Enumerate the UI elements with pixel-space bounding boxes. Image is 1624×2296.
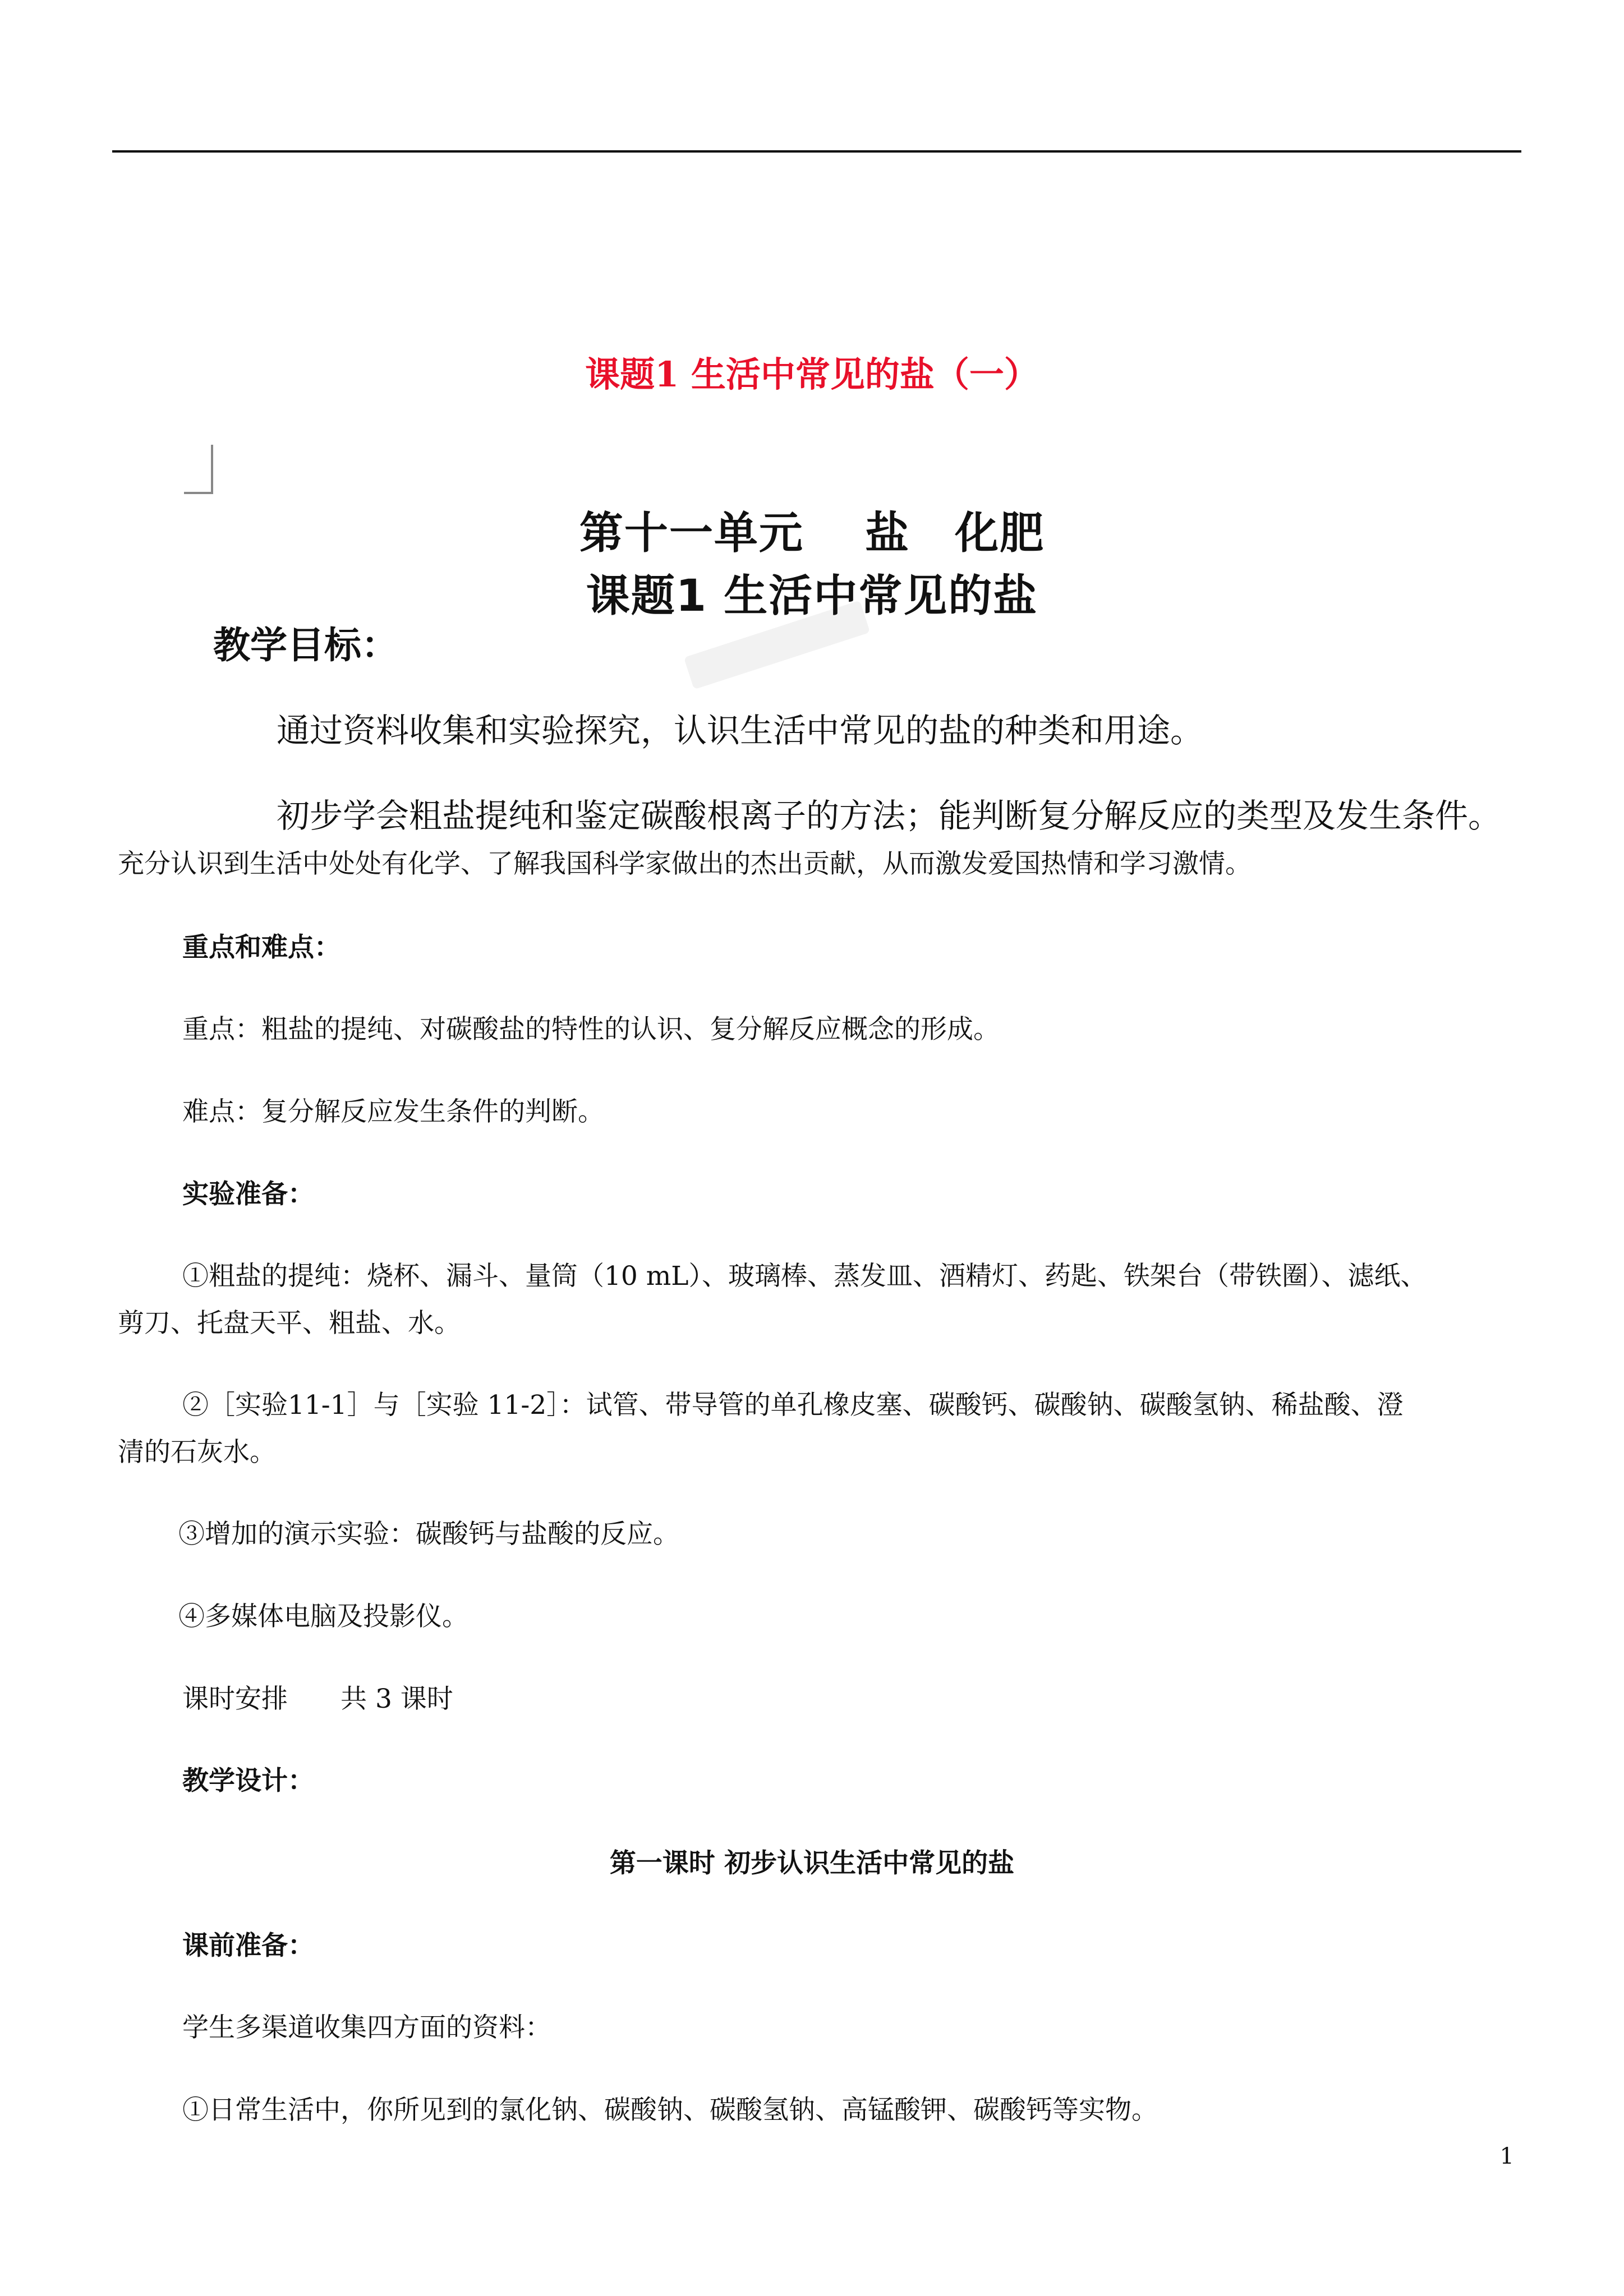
lesson1-title: 第一课时 初步认识生活中常见的盐 <box>609 1848 1015 1879</box>
unit-heading: 第十一单元 盐 化肥 <box>579 508 1045 559</box>
prep-item-2-line2: 清的石灰水。 <box>118 1437 276 1468</box>
prep-item-4: ④多媒体电脑及投影仪。 <box>178 1601 468 1632</box>
difficult-point: 难点：复分解反应发生条件的判断。 <box>182 1096 604 1127</box>
pre-class-text: 学生多渠道收集四方面的资料： <box>182 2012 551 2043</box>
header-rule <box>112 150 1521 153</box>
objective-1: 通过资料收集和实验探究，认识生活中常见的盐的种类和用途。 <box>277 711 1204 750</box>
prep-item-2-line1: ②［实验11-1］与［实验 11-2］：试管、带导管的单孔橡皮塞、碳酸钙、碳酸钠、碳酸氢钠、稀盐酸、澄 <box>182 1390 1404 1421</box>
schedule: 课时安排 共 3 课时 <box>182 1684 453 1714</box>
pre-class-item-1: ①日常生活中，你所见到的氯化钠、碳酸钠、碳酸氢钠、高锰酸钾、碳酸钙等实物。 <box>182 2095 1158 2126</box>
document-title: 课题1 生活中常见的盐（一） <box>585 354 1039 395</box>
prep-item-3: ③增加的演示实验：碳酸钙与盐酸的反应。 <box>178 1519 679 1550</box>
lesson-heading: 课题1 生活中常见的盐 <box>586 571 1038 621</box>
key-points-label: 重点和难点： <box>182 932 341 963</box>
crop-mark <box>184 445 213 494</box>
prep-item-1-line1: ①粗盐的提纯：烧杯、漏斗、量筒（10 mL）、玻璃棒、蒸发皿、酒精灯、药匙、铁架台（带铁圈）、滤纸、 <box>182 1261 1427 1292</box>
page-number: 1 <box>1499 2143 1514 2169</box>
pre-class-label: 课前准备： <box>182 1930 314 1961</box>
prep-label: 实验准备： <box>182 1179 314 1210</box>
objective-2: 初步学会粗盐提纯和鉴定碳酸根离子的方法；能判断复分解反应的类型及发生条件。 <box>277 796 1502 835</box>
key-point: 重点：粗盐的提纯、对碳酸盐的特性的认识、复分解反应概念的形成。 <box>182 1014 1000 1045</box>
objectives-label: 教学目标： <box>213 624 398 667</box>
prep-item-1-line2: 剪刀、托盘天平、粗盐、水。 <box>118 1308 461 1339</box>
design-label: 教学设计： <box>182 1765 314 1796</box>
objective-3: 充分认识到生活中处处有化学、了解我国科学家做出的杰出贡献，从而激发爱国热情和学习激情。 <box>118 849 1252 879</box>
